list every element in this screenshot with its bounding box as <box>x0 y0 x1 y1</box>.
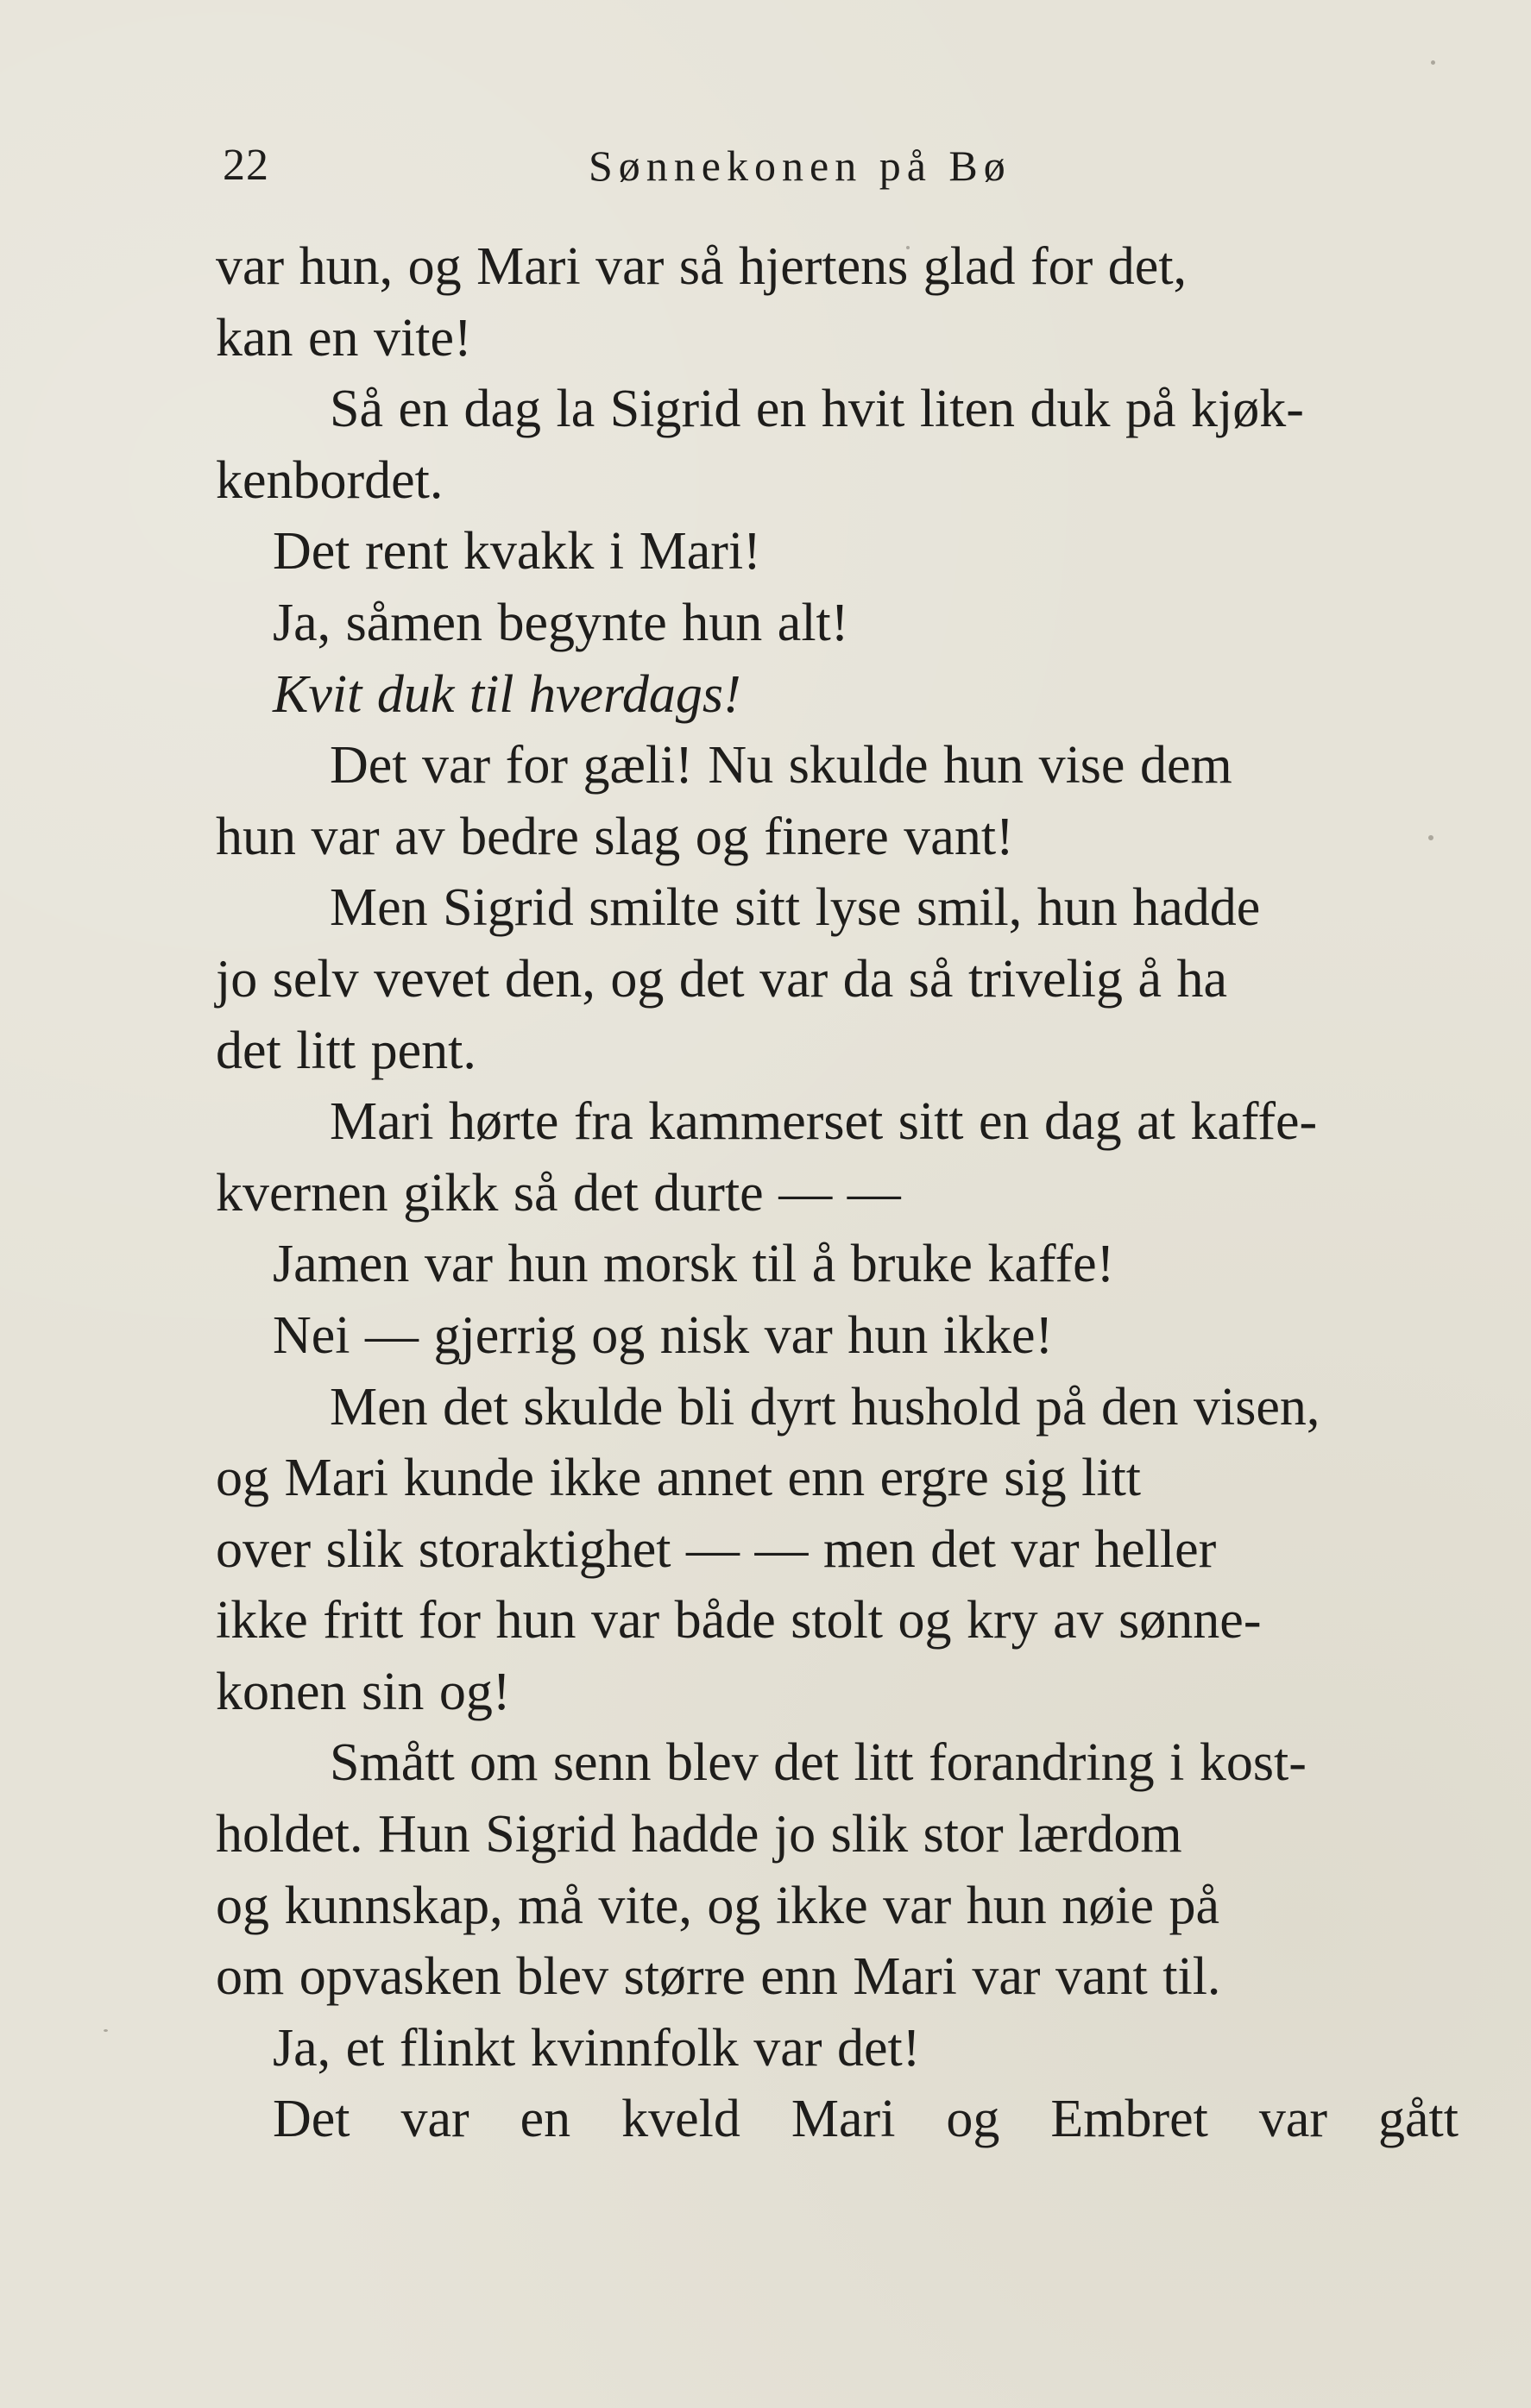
paragraph-13 <box>216 2013 1459 2084</box>
text-line: Det rent kvakk i Mari! <box>273 522 761 582</box>
text-line: ikke fritt for hun var både stolt og kry av sønne- <box>216 1591 1262 1650</box>
text-line: jo selv vevet den, og det var da så trivelig å ha <box>216 949 1228 1009</box>
paragraph-4 <box>216 588 1459 659</box>
text-line: Smått om senn blev det litt forandring i kost- <box>330 1733 1307 1793</box>
paragraph-11 <box>216 1372 1459 1728</box>
text-line: var hun, og Mari var så hjertens glad for det, <box>216 237 1188 296</box>
text-line: holdet. Hun Sigrid hadde jo slik stor lærdom <box>216 1805 1182 1864</box>
text-line: konen sin og! <box>216 1662 511 1721</box>
text-line: Ja, såmen begynte hun alt! <box>273 593 849 652</box>
text-line: Ja, et flinkt kvinnfolk var det! <box>273 2018 921 2078</box>
text-line: om opvasken blev større enn Mari var vant til. <box>216 1947 1221 2007</box>
paper-speck <box>104 2029 108 2032</box>
paper-speck <box>1428 835 1433 840</box>
text-line: Men Sigrid smilte sitt lyse smil, hun hadde <box>330 878 1261 938</box>
paragraph-9 <box>216 1229 1459 1300</box>
text-line: og Mari kunde ikke annet enn ergre sig litt <box>216 1449 1142 1508</box>
paragraph-1 <box>216 231 1459 374</box>
text-line: over slik storaktighet — — men det var heller <box>216 1519 1217 1579</box>
paragraph-10 <box>216 1300 1459 1372</box>
paper-speck <box>906 246 910 249</box>
text-line: kvernen gikk så det durte — — <box>216 1163 901 1223</box>
paragraph-5-italic <box>216 659 1459 731</box>
text-line: kan en vite! <box>216 308 472 368</box>
text-line: Det var for gæli! Nu skulde hun vise dem <box>330 736 1232 795</box>
text-line: Nei — gjerrig og nisk var hun ikke! <box>273 1305 1054 1365</box>
text-line: hun var av bedre slag og finere vant! <box>216 807 1014 866</box>
text-line: Det var en kveld Mari og Embret var gått <box>273 2090 1459 2149</box>
text-line: kenbordet. <box>216 450 444 510</box>
paragraph-6 <box>216 730 1459 872</box>
body-text <box>216 231 1459 2155</box>
paragraph-8 <box>216 1086 1459 1229</box>
paragraph-14 <box>216 2084 1459 2155</box>
text-line: og kunnskap, må vite, og ikke var hun nøie på <box>216 1876 1220 1935</box>
paper-speck <box>1431 60 1435 65</box>
text-line: Mari hørte fra kammerset sitt en dag at kaffe- <box>330 1092 1318 1152</box>
page-number: 22 <box>223 141 269 190</box>
running-title: Sønnekonen på Bø <box>589 141 1011 190</box>
text-line: Kvit duk til hverdags! <box>273 664 741 724</box>
text-line: Men det skulde bli dyrt hushold på den visen, <box>330 1377 1320 1437</box>
paragraph-7 <box>216 872 1459 1086</box>
running-head <box>0 131 1531 200</box>
paragraph-12 <box>216 1727 1459 2012</box>
text-line: Så en dag la Sigrid en hvit liten duk på kjøk- <box>330 380 1304 439</box>
paragraph-2 <box>216 374 1459 516</box>
paragraph-3 <box>216 516 1459 588</box>
text-line: Jamen var hun morsk til å bruke kaffe! <box>273 1235 1115 1294</box>
text-line: det litt pent. <box>216 1021 476 1080</box>
